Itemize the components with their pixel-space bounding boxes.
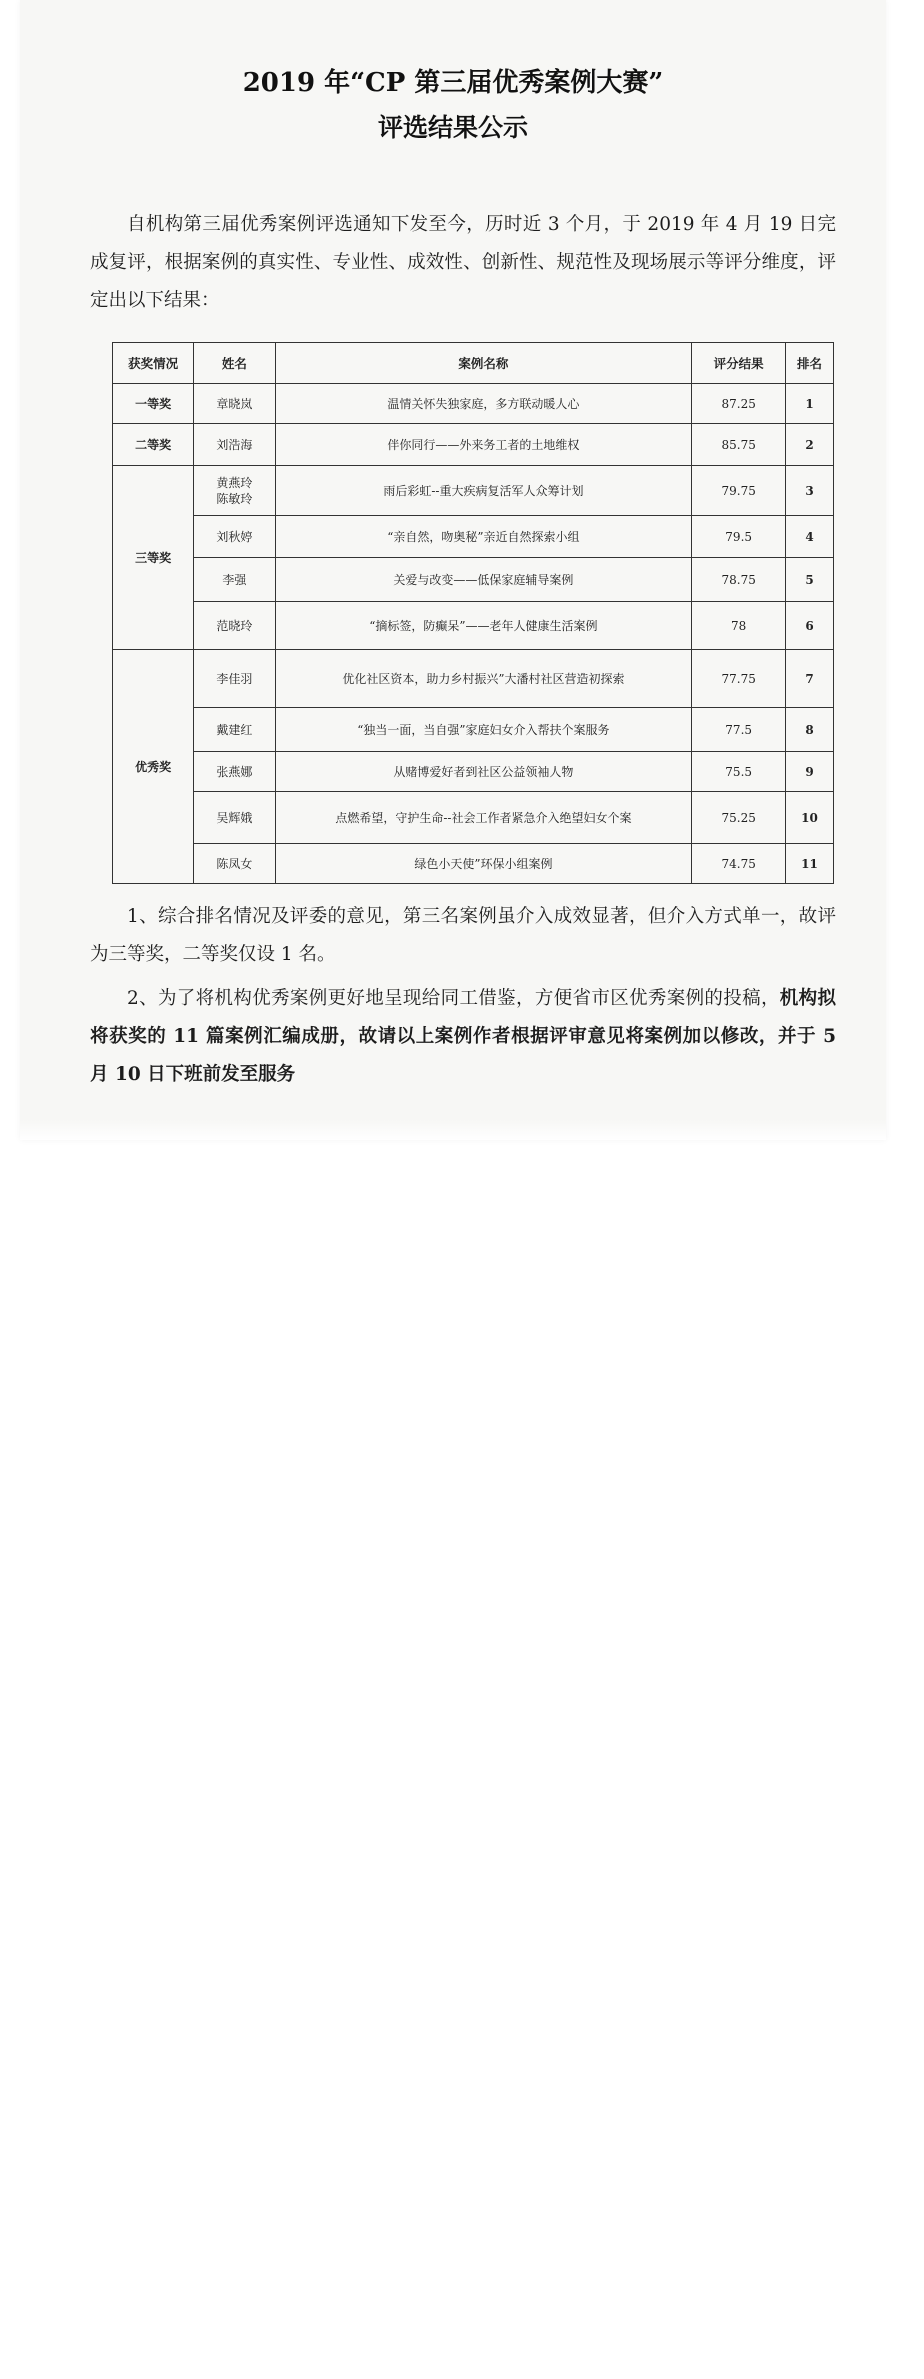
table-row: [113, 516, 834, 558]
case-cell: 雨后彩虹--重大疾病复活军人众筹计划: [275, 466, 692, 516]
score-cell: 78: [692, 602, 786, 650]
case-cell: 伴你同行——外来务工者的土地维权: [275, 424, 692, 466]
results-table: [112, 342, 834, 884]
case-cell: 关爱与改变——低保家庭辅导案例: [275, 558, 692, 602]
rank-cell: 7: [786, 650, 834, 708]
header-rank: 排名: [786, 343, 834, 384]
case-cell: 点燃希望，守护生命--社会工作者紧急介入绝望妇女个案: [275, 792, 692, 844]
note-paragraph-2: [90, 980, 836, 1094]
case-cell: 优化社区资本，助力乡村振兴”大潘村社区营造初探索: [275, 650, 692, 708]
table-row: [113, 708, 834, 752]
prize-cell: 一等奖: [113, 384, 194, 424]
table-row: [113, 384, 834, 424]
header-score: 评分结果: [692, 343, 786, 384]
rank-cell: 1: [786, 384, 834, 424]
rank-cell: 4: [786, 516, 834, 558]
prize-cell: 三等奖: [113, 466, 194, 650]
score-cell: 79.5: [692, 516, 786, 558]
header-case: 案例名称: [275, 343, 692, 384]
score-cell: 78.75: [692, 558, 786, 602]
score-cell: 77.5: [692, 708, 786, 752]
table-row: [113, 558, 834, 602]
case-cell: “摘标签，防癫呆”——老年人健康生活案例: [275, 602, 692, 650]
document-subtitle: 评选结果公示: [377, 113, 528, 142]
rank-cell: 8: [786, 708, 834, 752]
table-header-row: [113, 343, 834, 384]
page-bottom-edge: [20, 1120, 886, 1140]
score-cell: 85.75: [692, 424, 786, 466]
name-cell: 章晓岚: [194, 384, 275, 424]
name-cell: 张燕娜: [194, 752, 275, 792]
intro-paragraph: 自机构第三届优秀案例评选通知下发至今，历时近 3 个月，于 2019 年 4 月 19 日完成复评，根据案例的真实性、专业性、成效性、创新性、规范性及现场展示等评分维度，评定出以下结果：: [90, 214, 836, 311]
rank-cell: 5: [786, 558, 834, 602]
table-row: [113, 844, 834, 884]
table-row: [113, 752, 834, 792]
case-cell: 温情关怀失独家庭，多方联动暖人心: [275, 384, 692, 424]
name-cell: 戴建红: [194, 708, 275, 752]
name-cell: 陈凤女: [194, 844, 275, 884]
name-cell: 范晓玲: [194, 602, 275, 650]
name-cell: 刘秋婷: [194, 516, 275, 558]
table-row: [113, 792, 834, 844]
rank-cell: 6: [786, 602, 834, 650]
case-cell: 绿色小天使”环保小组案例: [275, 844, 692, 884]
table-row: [113, 650, 834, 708]
name-cell: 黄燕玲 陈敏玲: [194, 466, 275, 516]
name-cell: 李佳羽: [194, 650, 275, 708]
rank-cell: 3: [786, 466, 834, 516]
header-prize: 获奖情况: [113, 343, 194, 384]
name-cell: 吴辉娥: [194, 792, 275, 844]
rank-cell: 11: [786, 844, 834, 884]
table-row: [113, 602, 834, 650]
header-name: 姓名: [194, 343, 275, 384]
score-cell: 75.5: [692, 752, 786, 792]
name-cell: 李强: [194, 558, 275, 602]
case-cell: 从赌博爱好者到社区公益领袖人物: [275, 752, 692, 792]
note-2-plain-text: 2、为了将机构优秀案例更好地呈现给同工借鉴，方便省市区优秀案例的投稿，: [127, 988, 780, 1009]
case-cell: “亲自然，吻奥秘”亲近自然探索小组: [275, 516, 692, 558]
score-cell: 79.75: [692, 466, 786, 516]
note-2-bold-text: 机构拟将获奖的 11 篇案例汇编成册，故请以上案例作者根据评审意见将案例加以修改，并于 5 月 10 日下班前发至服务: [90, 988, 836, 1085]
document-title: 2019 年“CP 第三届优秀案例大赛”: [242, 68, 664, 98]
table-row: [113, 424, 834, 466]
note-paragraph-1: 1、综合排名情况及评委的意见，第三名案例虽介入成效显著，但介入方式单一，故评为三等奖，二等奖仅设 1 名。: [90, 906, 836, 965]
case-cell: “独当一面，当自强”家庭妇女介入帮扶个案服务: [275, 708, 692, 752]
score-cell: 74.75: [692, 844, 786, 884]
score-cell: 77.75: [692, 650, 786, 708]
rank-cell: 9: [786, 752, 834, 792]
prize-cell: 二等奖: [113, 424, 194, 466]
rank-cell: 2: [786, 424, 834, 466]
document-page: [20, 0, 886, 1140]
rank-cell: 10: [786, 792, 834, 844]
table-row: [113, 466, 834, 516]
score-cell: 75.25: [692, 792, 786, 844]
prize-cell: 优秀奖: [113, 650, 194, 884]
score-cell: 87.25: [692, 384, 786, 424]
name-cell: 刘浩海: [194, 424, 275, 466]
